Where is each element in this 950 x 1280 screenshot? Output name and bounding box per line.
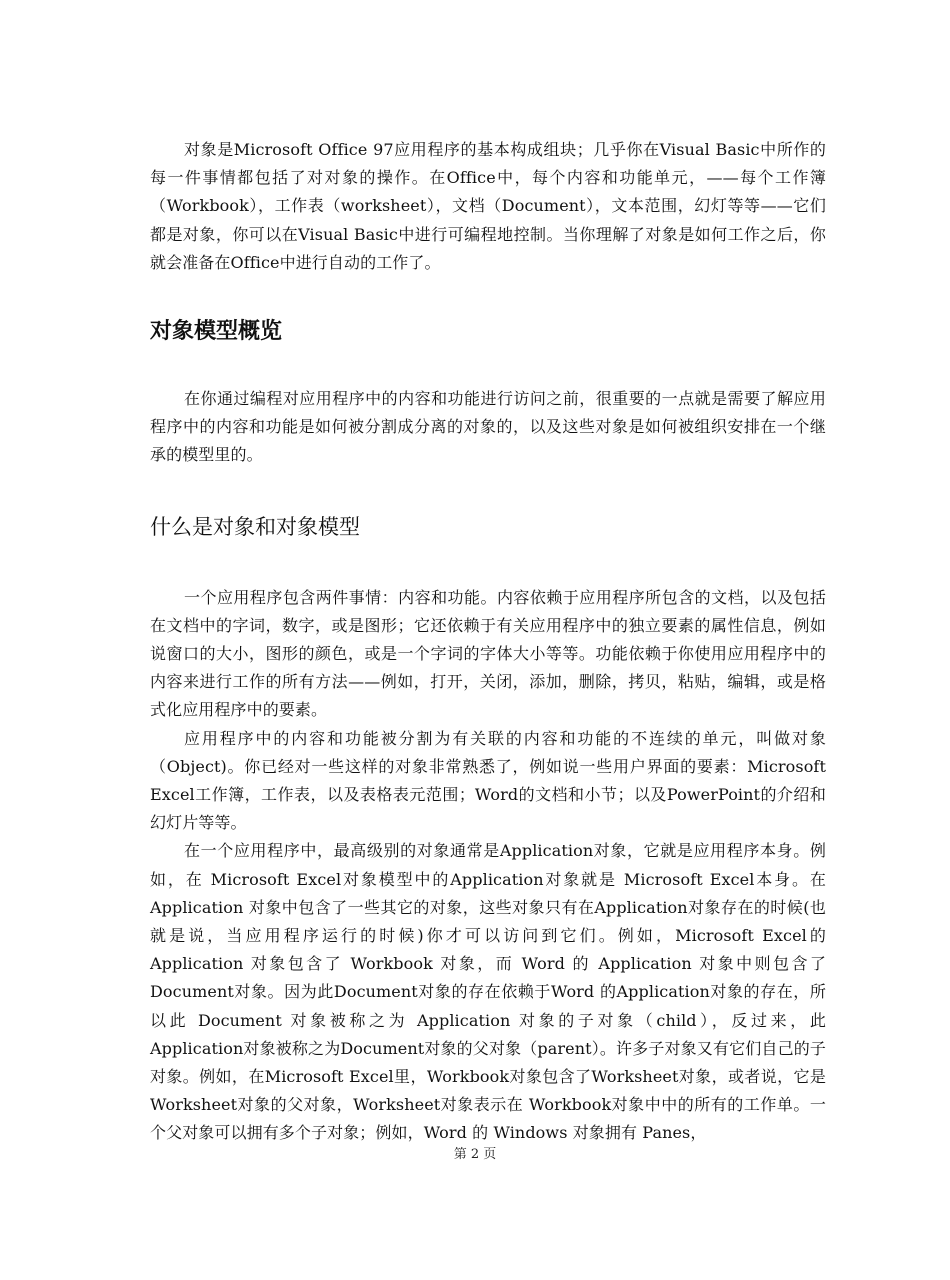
page-content bbox=[150, 136, 826, 1148]
body-paragraph-3: 在一个应用程序中，最高级别的对象通常是Application对象，它就是应用程序本身。例如，在 Microsoft Excel对象模型中的Application对象就是 Microsoft Excel本身。在 Application 对象中包含了一些其它的对象，这些对象只有在Application对象存在的时候(也就是说，当应用程序运行的时候)你才可以访问到它们。例如，Microsoft Excel的 Application 对象包含了 Workbook 对象，而 Word 的 Application 对象中则包含了Document对象。因为此Document对象的存在依赖于Word 的Application对象的存在，所以此 Document 对象被称之为 Application 对象的子对象（child），反过来，此Application对象被称之为Document对象的父对象（parent）。许多子对象又有它们自己的子对象。例如，在Microsoft Excel里，Workbook对象包含了Worksheet对象，或者说，它是Worksheet对象的父对象，Worksheet对象表示在 Workbook对象中中的所有的工作单。一个父对象可以拥有多个子对象；例如，Word 的 Windows 对象拥有 Panes， bbox=[150, 841, 826, 1143]
body-paragraph-2: 应用程序中的内容和功能被分割为有关联的内容和功能的不连续的单元，叫做对象（Object)。你已经对一些这样的对象非常熟悉了，例如说一些用户界面的要素：Microsoft Excel工作簿，工作表，以及表格表元范围；Word的文档和小节；以及PowerPoint的介绍和幻灯片等等。 bbox=[150, 728, 826, 833]
overview-paragraph: 在你通过编程对应用程序中的内容和功能进行访问之前，很重要的一点就是需要了解应用程序中的内容和功能是如何被分割成分离的对象的，以及这些对象是如何被组织安排在一个继承的模型里的。 bbox=[150, 389, 826, 465]
body-paragraph-1: 一个应用程序包含两件事情：内容和功能。内容依赖于应用程序所包含的文档，以及包括在文档中的字词，数字，或是图形；它还依赖于有关应用程序中的独立要素的属性信息，例如说窗口的大小，图形的颜色，或是一个字词的字体大小等等。功能依赖于你使用应用程序中的内容来进行工作的所有方法——例如，打开，关闭，添加，删除，拷贝，粘贴，编辑，或是格式化应用程序中的要素。 bbox=[150, 587, 826, 720]
section-heading-object-model-overview: 对象模型概览 bbox=[150, 319, 283, 345]
page-number: 第 2 页 bbox=[453, 1147, 497, 1162]
intro-paragraph: 对象是Microsoft Office 97应用程序的基本构成组块；几乎你在Visual Basic中所作的每一件事情都包括了对对象的操作。在Office中，每个内容和功能单元，——每个工作簿（Workbook），工作表（worksheet），文档（Document），文本范围，幻灯等等——它们都是对象，你可以在Visual Basic中进行可编程地控制。当你理解了对象是如何工作之后，你就会准备在Office中进行自动的工作了。 bbox=[150, 140, 826, 272]
subsection-heading-what-is-object: 什么是对象和对象模型 bbox=[150, 514, 360, 539]
